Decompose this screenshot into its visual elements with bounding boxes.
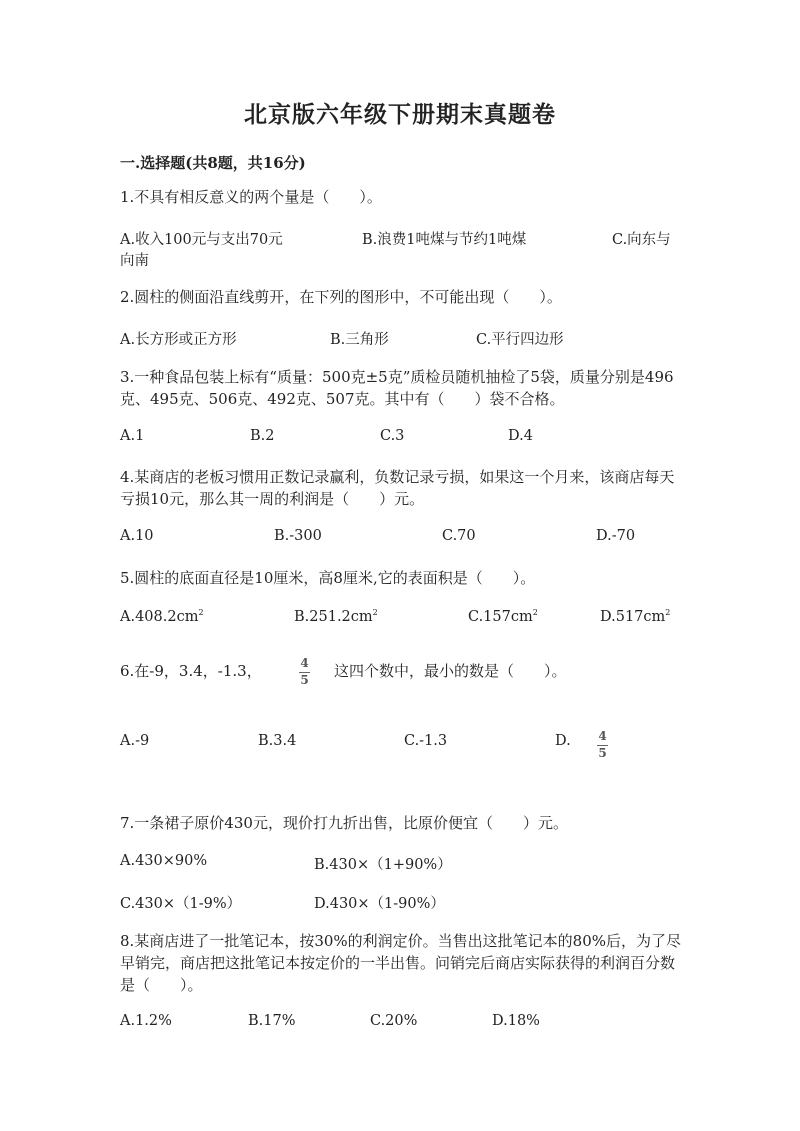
question-7-stem: 7.一条裙子原价430元，现价打九折出售，比原价便宜（ ）元。 (120, 814, 568, 832)
q1-option-a: A.收入100元与支出70元 (120, 232, 283, 248)
fraction-four-fifths-option: 4 5 (598, 729, 607, 760)
q5-option-a: $A.408.2cm^2$ (120, 608, 204, 625)
question-3-stem: 3.一种食品包装上标有“质量：500克±5克”质检员随机抽检了5袋，质量分别是496克、495克、506克、492克、507克。其中有（ ）袋不合格。 (120, 368, 674, 408)
q1-option-c-continued: 向南 (120, 253, 149, 269)
q1-option-c: C.向东与 (612, 232, 671, 248)
q2-option-c: C.平行四边形 (476, 332, 564, 348)
section-heading: 一.选择题(共8题，共16分) (120, 154, 306, 172)
q2-option-b: B.三角形 (330, 332, 389, 348)
q3-option-a: A.1 (120, 428, 145, 444)
q3-option-d: D.4 (508, 428, 533, 444)
q3-option-c: C.3 (380, 428, 405, 444)
q6-option-b: B.3.4 (258, 733, 297, 749)
q4-option-d: D.-70 (596, 528, 636, 544)
q8-option-c: C.20% (370, 1013, 418, 1029)
q3-option-b: B.2 (250, 428, 275, 444)
q4-option-b: B.-300 (274, 528, 322, 544)
fraction-four-fifths: 4 5 (300, 656, 309, 687)
q8-option-b: B.17% (248, 1013, 296, 1029)
question-8-stem: 8.某商店进了一批笔记本，按30%的利润定价。当售出这批笔记本的80%后，为了尽早销完，商店把这批笔记本按定价的一半出售。问销完后商店实际获得的利润百分数是（ ）。 (120, 932, 681, 994)
q7-option-c: C.430×（1-9%） (120, 896, 242, 912)
question-5-stem: 5.圆柱的底面直径是10厘米，高8厘米,它的表面积是（ ）。 (120, 569, 536, 587)
q7-option-b: B.430×（1+90%） (314, 857, 452, 873)
q4-option-a: A.10 (120, 528, 154, 544)
question-6-stem-a: 6.在-9，3.4，-1.3， (120, 662, 262, 680)
q8-option-a: A.1.2% (120, 1013, 172, 1029)
q6-option-a: A.-9 (120, 733, 150, 749)
q5-option-b: $B.251.2cm^2$ (294, 608, 378, 625)
q7-option-d: D.430×（1-90%） (314, 896, 445, 912)
q8-option-d: D.18% (492, 1013, 540, 1029)
question-4-stem: 4.某商店的老板习惯用正数记录赢利，负数记录亏损，如果这一个月来，该商店每天亏损10元，那么其一周的利润是（ ）元。 (120, 468, 675, 508)
page-title: 北京版六年级下册期末真题卷 (244, 101, 556, 128)
question-6-stem-b: 这四个数中，最小的数是（ ）。 (334, 662, 567, 680)
q4-option-c: C.70 (442, 528, 476, 544)
question-2-stem: 2.圆柱的侧面沿直线剪开，在下列的图形中，不可能出现（ ）。 (120, 288, 562, 306)
q1-option-b: B.浪费1吨煤与节约1吨煤 (362, 232, 527, 248)
q5-option-d: $D.517cm^2$ (600, 608, 671, 625)
q6-option-d: D. (555, 733, 571, 749)
q5-option-c: $C.157cm^2$ (468, 608, 538, 625)
q7-option-a: A.430×90% (120, 853, 208, 869)
question-1-stem: 1.不具有相反意义的两个量是（ ）。 (120, 188, 382, 206)
q2-option-a: A.长方形或正方形 (120, 332, 237, 348)
q6-option-c: C.-1.3 (404, 733, 448, 749)
